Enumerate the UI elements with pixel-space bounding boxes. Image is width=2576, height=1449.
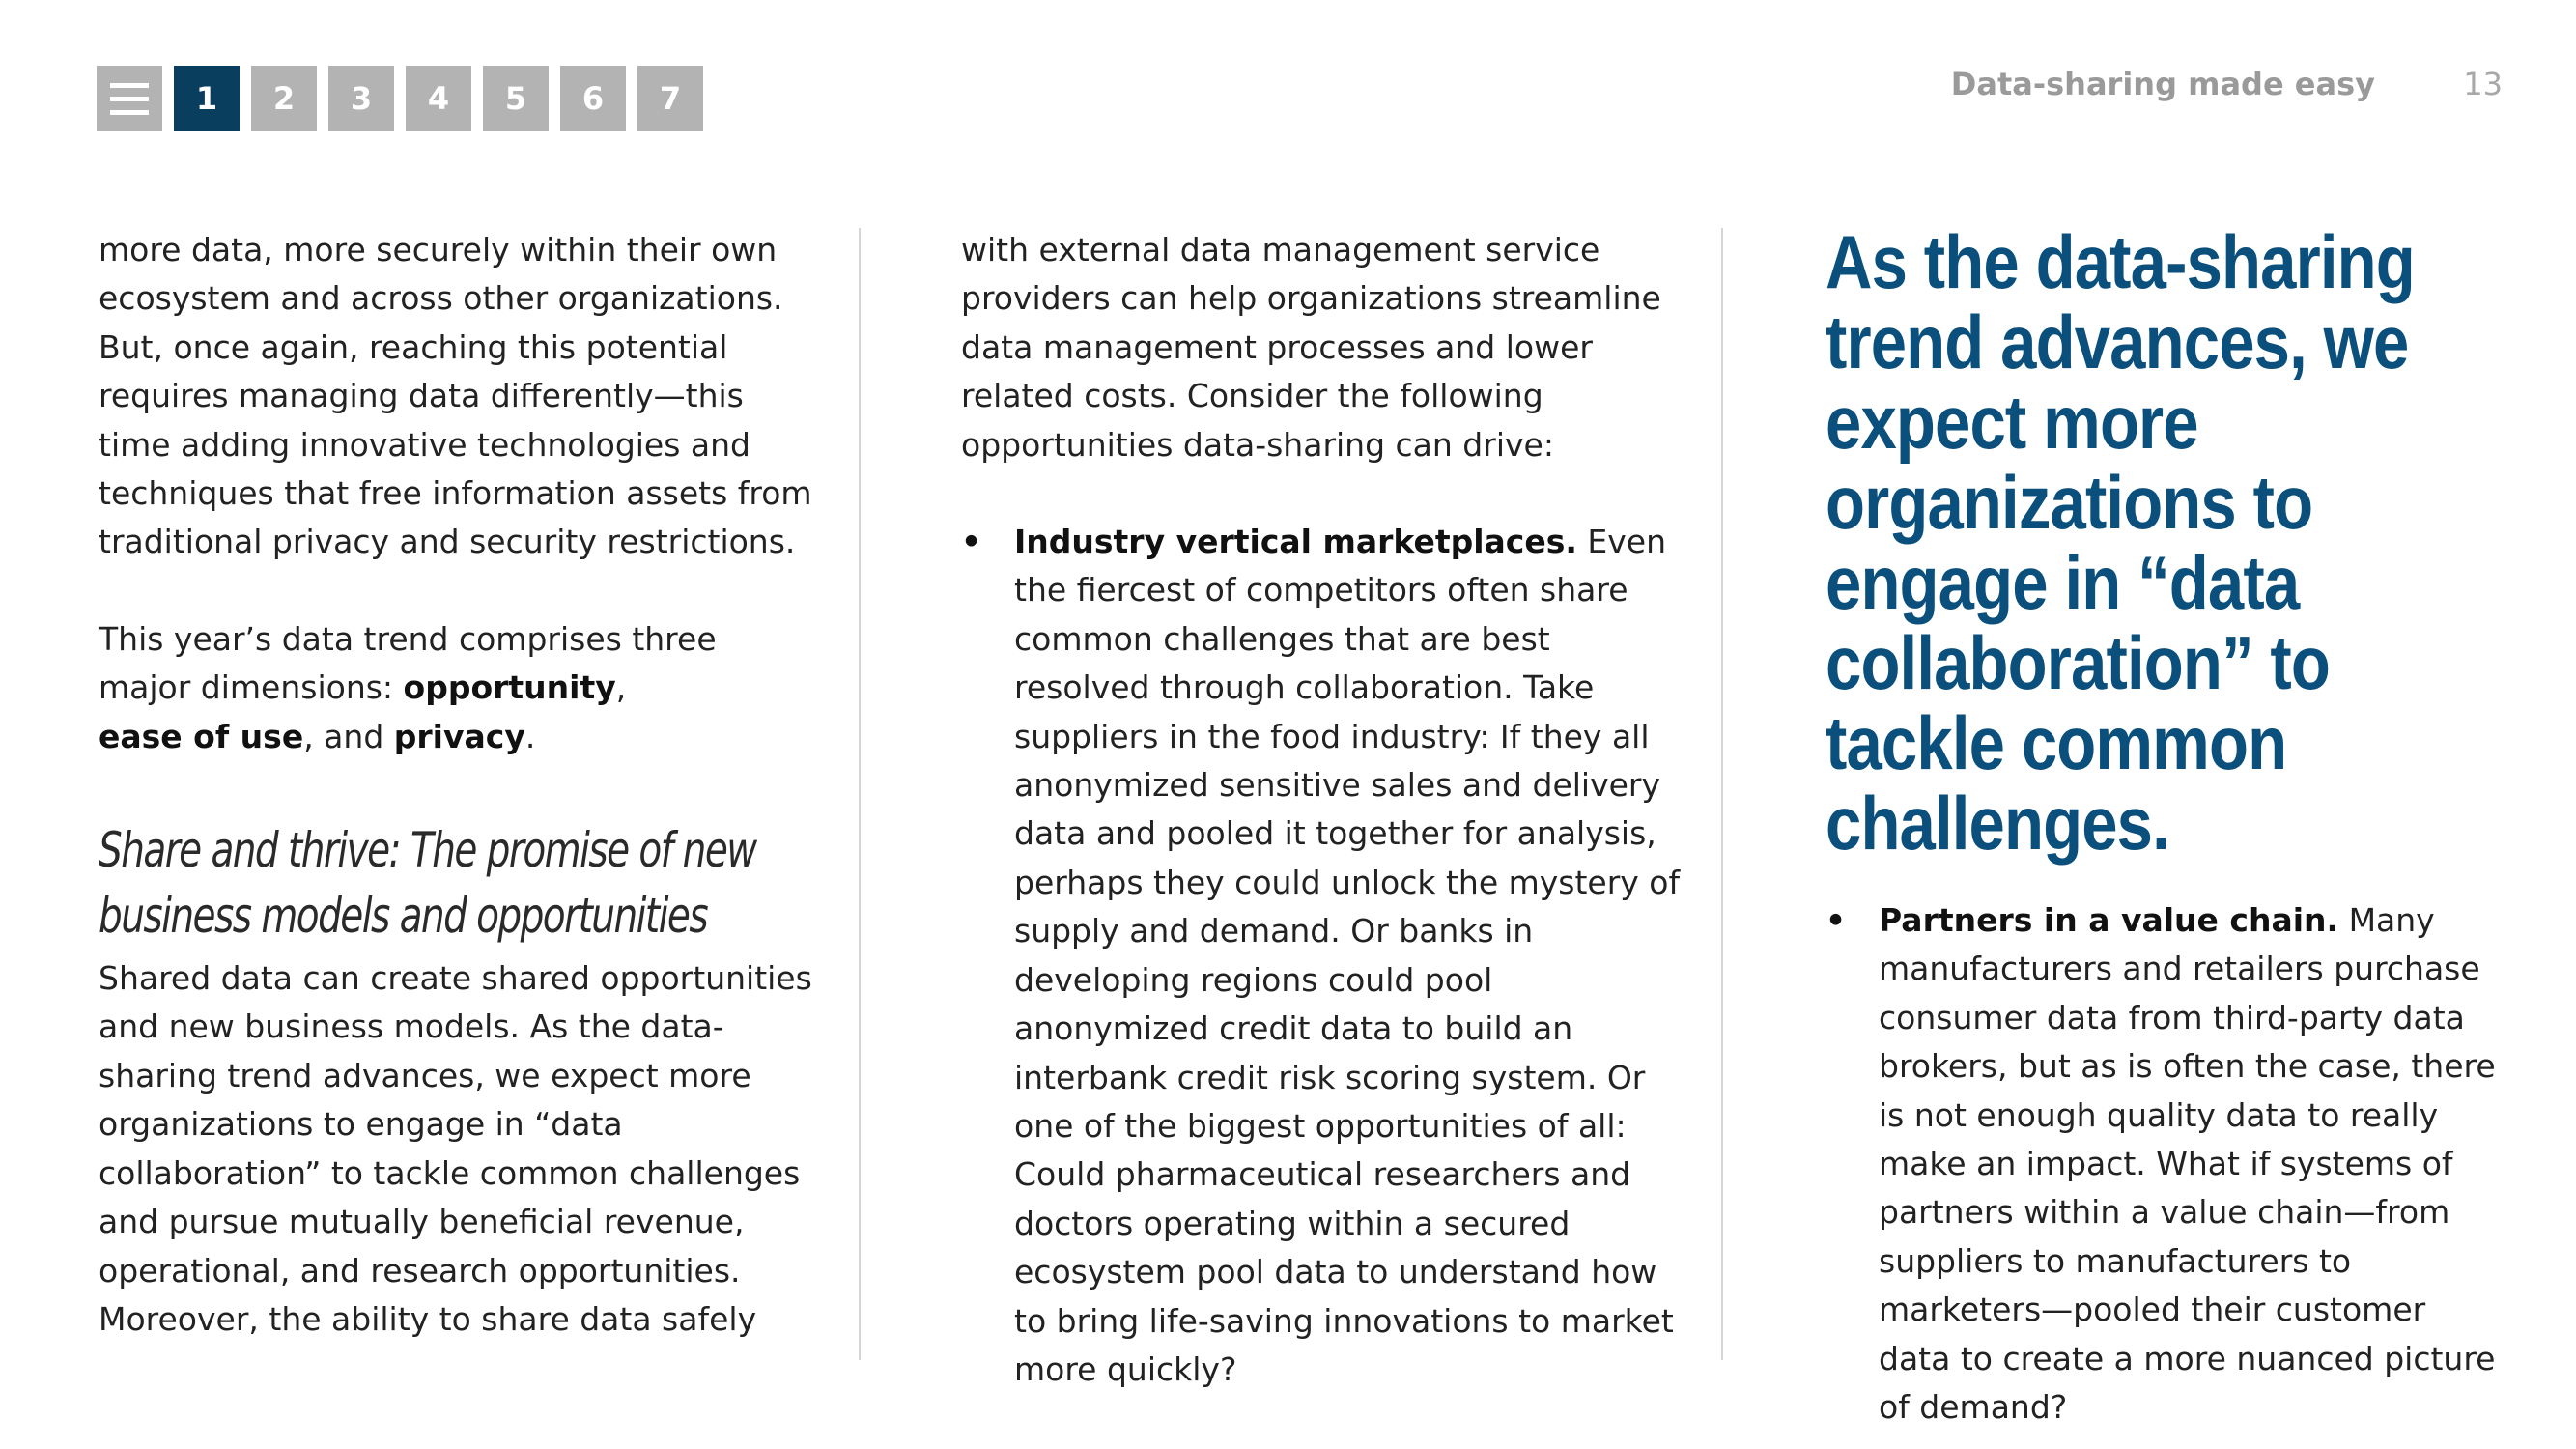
list-item bbox=[1826, 896, 2502, 1432]
column-divider bbox=[1721, 228, 1723, 1360]
page-6-button[interactable]: 6 bbox=[560, 66, 626, 131]
page-7-button[interactable]: 7 bbox=[637, 66, 703, 131]
paragraph: Shared data can create shared opportunities and new business models. As the data-sharing trend advances, we expect more organizations to engage in “data collaboration” to tackle common challenges and pursue mutually beneficial revenue, operational, and research opportunities. Moreover, the ability to share data safely bbox=[99, 959, 812, 1338]
bullet-text: Many manufacturers and retailers purchase consumer data from third-party data brokers, but as is often the case, there is not enough quality data to really make an impact. What if systems of partners within a value chain—from suppliers to manufacturers to marketers—pooled their customer data to create a more nuanced picture of demand? bbox=[1879, 901, 2496, 1427]
text: , bbox=[615, 668, 627, 707]
page-1-button[interactable]: 1 bbox=[174, 66, 240, 131]
page-2-button[interactable]: 2 bbox=[251, 66, 317, 131]
column-2 bbox=[961, 226, 1695, 1394]
section-heading: Share and thrive: The promise of new business models and opportunities bbox=[99, 822, 756, 945]
menu-icon bbox=[110, 83, 149, 115]
dimension-privacy: privacy bbox=[393, 717, 525, 755]
bullet-icon: • bbox=[1826, 901, 1847, 939]
page-3-button[interactable]: 3 bbox=[328, 66, 394, 131]
text: , and bbox=[303, 717, 394, 755]
dimension-opportunity: opportunity bbox=[403, 668, 616, 707]
column-divider bbox=[859, 228, 861, 1360]
page-5-button[interactable]: 5 bbox=[483, 66, 549, 131]
text: This year’s data trend comprises three major dimensions: bbox=[99, 619, 717, 707]
bullet-text: Even the fiercest of competitors often share common challenges that are best resolved through collaboration. Take suppliers in the food industry: If they all anonymized sensitive sales and delivery data and pooled it together for analysis, perhaps they could unlock the mystery of supply and demand. Or banks in developing regions could pool anonymized credit data to build an interbank credit risk scoring system. Or one of the biggest opportunities of all: Could pharmaceutical researchers and doctors operating within a secured ecosystem pool data to understand how to bring life-saving innovations to market more quickly? bbox=[1014, 523, 1681, 1388]
dimension-ease-of-use: ease of use bbox=[99, 717, 304, 755]
column-3 bbox=[1826, 219, 2502, 1432]
paragraph: more data, more securely within their own ecosystem and across other organizations. But, once again, reaching this potential requires managing data differently—this time adding innovative technologies and techniques that free information assets from traditional privacy and security restrictions. bbox=[99, 231, 812, 561]
text: . bbox=[524, 717, 536, 755]
paragraph: with external data management service providers can help organizations streamline data management processes and lower related costs. Consider the following opportunities data-sharing can drive: bbox=[961, 231, 1661, 464]
bullet-title: Industry vertical marketplaces. bbox=[1014, 523, 1577, 561]
paragraph-dimensions bbox=[99, 615, 813, 761]
running-title: Data-sharing made easy bbox=[1950, 66, 2375, 102]
pull-quote: As the data-sharing trend advances, we expect more organizations to engage in “data collaboration” to tackle common challenges. bbox=[1826, 219, 2415, 866]
menu-button[interactable] bbox=[97, 66, 162, 131]
bullet-title: Partners in a value chain. bbox=[1879, 901, 2339, 939]
bullet-list bbox=[1826, 896, 2502, 1432]
column-1 bbox=[99, 226, 813, 1344]
page-4-button[interactable]: 4 bbox=[406, 66, 471, 131]
bullet-list bbox=[961, 518, 1695, 1394]
list-item bbox=[961, 518, 1695, 1394]
page-number: 13 bbox=[2463, 66, 2503, 102]
bullet-icon: • bbox=[961, 523, 982, 561]
page-navigation bbox=[97, 66, 715, 131]
